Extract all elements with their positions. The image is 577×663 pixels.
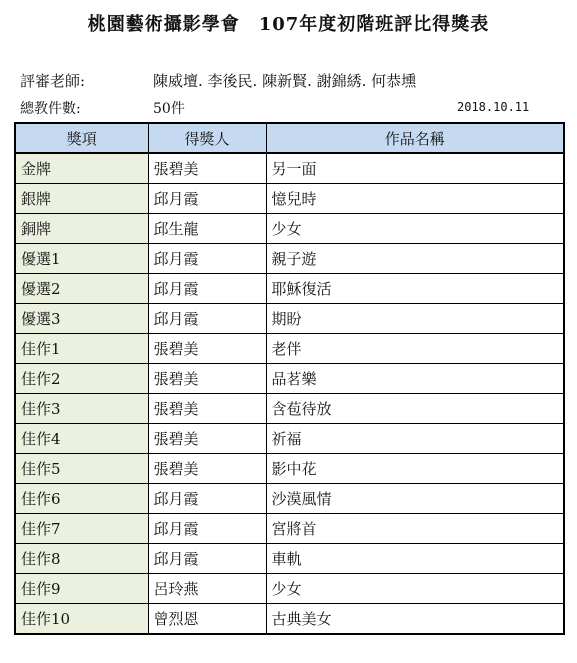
table-row — [15, 514, 564, 544]
work-title-cell: 憶兒時 — [266, 184, 564, 214]
award-cell: 佳作10 — [15, 604, 148, 635]
entries-value: 50件 — [153, 101, 185, 117]
work-title-cell: 沙漠風情 — [266, 484, 564, 514]
table-row — [15, 364, 564, 394]
awards-table — [14, 122, 565, 635]
work-title-cell: 祈福 — [266, 424, 564, 454]
date-text: 2018.10.11 — [457, 100, 530, 114]
table-row — [15, 334, 564, 364]
table-row — [15, 304, 564, 334]
winner-cell: 張碧美 — [148, 424, 266, 454]
winner-cell: 邱月霞 — [148, 244, 266, 274]
table-row — [15, 214, 564, 244]
winner-cell: 邱月霞 — [148, 544, 266, 574]
award-cell: 優選3 — [15, 304, 148, 334]
award-cell: 佳作3 — [15, 394, 148, 424]
table-body — [15, 153, 564, 634]
award-cell: 佳作9 — [15, 574, 148, 604]
table-row — [15, 424, 564, 454]
entries-label: 總教件數: — [20, 101, 81, 117]
award-cell: 佳作1 — [15, 334, 148, 364]
table-row — [15, 394, 564, 424]
winner-cell: 張碧美 — [148, 364, 266, 394]
table-header-row — [15, 123, 564, 153]
work-title-cell: 另一面 — [266, 153, 564, 184]
winner-cell: 邱月霞 — [148, 304, 266, 334]
winner-cell: 邱月霞 — [148, 484, 266, 514]
award-cell: 佳作4 — [15, 424, 148, 454]
table-row — [15, 244, 564, 274]
winner-cell: 曾烈恩 — [148, 604, 266, 635]
winner-cell: 張碧美 — [148, 334, 266, 364]
header-winner: 得獎人 — [148, 123, 266, 153]
winner-cell: 邱月霞 — [148, 274, 266, 304]
table-row — [15, 544, 564, 574]
header-work-title: 作品名稱 — [266, 123, 564, 153]
judges-label: 評審老師: — [20, 72, 86, 90]
award-cell: 銅牌 — [15, 214, 148, 244]
table-row — [15, 153, 564, 184]
work-title-cell: 少女 — [266, 574, 564, 604]
award-cell: 銀牌 — [15, 184, 148, 214]
winner-cell: 呂玲燕 — [148, 574, 266, 604]
work-title-cell: 車軌 — [266, 544, 564, 574]
work-title-cell: 古典美女 — [266, 604, 564, 635]
work-title-cell: 親子遊 — [266, 244, 564, 274]
award-cell: 佳作6 — [15, 484, 148, 514]
work-title-cell: 期盼 — [266, 304, 564, 334]
award-cell: 佳作7 — [15, 514, 148, 544]
winner-cell: 張碧美 — [148, 153, 266, 184]
award-cell: 優選1 — [15, 244, 148, 274]
table-row — [15, 454, 564, 484]
table-row — [15, 274, 564, 304]
award-cell: 優選2 — [15, 274, 148, 304]
winner-cell: 邱月霞 — [148, 514, 266, 544]
winner-cell: 邱生龍 — [148, 214, 266, 244]
award-cell: 佳作8 — [15, 544, 148, 574]
work-title-cell: 影中花 — [266, 454, 564, 484]
winner-cell: 張碧美 — [148, 454, 266, 484]
header-award: 獎項 — [15, 123, 148, 153]
winner-cell: 邱月霞 — [148, 184, 266, 214]
work-title-cell: 老伴 — [266, 334, 564, 364]
award-cell: 佳作5 — [15, 454, 148, 484]
table-row — [15, 574, 564, 604]
table-row — [15, 484, 564, 514]
page-title: 桃園藝術攝影學會 107年度初階班評比得獎表 — [87, 14, 490, 35]
award-cell: 金牌 — [15, 153, 148, 184]
award-cell: 佳作2 — [15, 364, 148, 394]
work-title-cell: 品茗樂 — [266, 364, 564, 394]
work-title-cell: 宮將首 — [266, 514, 564, 544]
table-row — [15, 604, 564, 635]
table-row — [15, 184, 564, 214]
work-title-cell: 耶穌復活 — [266, 274, 564, 304]
work-title-cell: 含苞待放 — [266, 394, 564, 424]
judges-value: 陳威壇. 李後民. 陳新賢. 謝錦綉. 何恭壎 — [153, 72, 417, 90]
winner-cell: 張碧美 — [148, 394, 266, 424]
work-title-cell: 少女 — [266, 214, 564, 244]
